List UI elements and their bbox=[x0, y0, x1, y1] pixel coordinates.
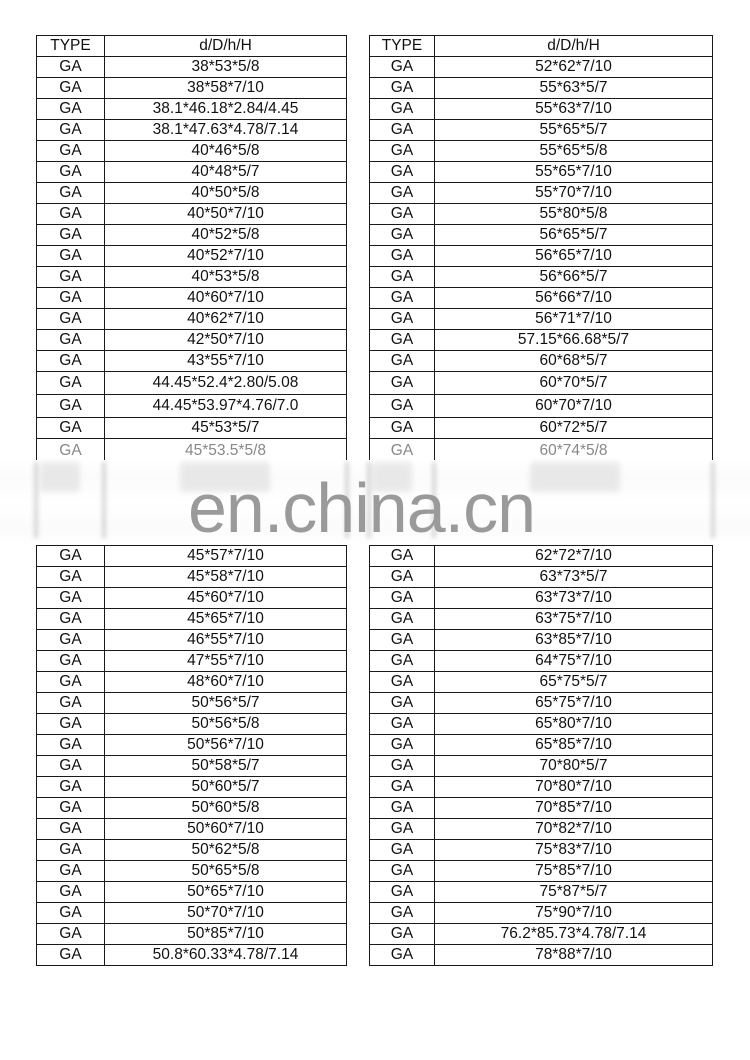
table-row bbox=[37, 924, 347, 945]
table-row bbox=[37, 141, 347, 162]
type-cell: GA bbox=[370, 546, 435, 567]
table-row bbox=[370, 777, 713, 798]
type-cell: GA bbox=[370, 567, 435, 588]
type-cell: GA bbox=[37, 714, 105, 735]
table-row bbox=[37, 882, 347, 903]
type-cell: GA bbox=[370, 735, 435, 756]
dims-cell: 55*65*5/8 bbox=[435, 141, 713, 162]
type-cell: GA bbox=[37, 588, 105, 609]
dims-cell: 50*56*5/8 bbox=[105, 714, 347, 735]
table-row bbox=[370, 924, 713, 945]
dims-cell: 63*75*7/10 bbox=[435, 609, 713, 630]
table-row bbox=[370, 267, 713, 288]
dims-cell: 40*50*5/8 bbox=[105, 183, 347, 204]
right-spec-table-top bbox=[369, 35, 713, 463]
type-cell: GA bbox=[37, 735, 105, 756]
type-cell: GA bbox=[370, 351, 435, 372]
type-cell: GA bbox=[370, 225, 435, 246]
type-cell: GA bbox=[370, 78, 435, 99]
table-row bbox=[370, 693, 713, 714]
type-cell: GA bbox=[37, 924, 105, 945]
dims-cell: 70*80*5/7 bbox=[435, 756, 713, 777]
dims-cell: 60*70*7/10 bbox=[435, 395, 713, 418]
dims-cell: 63*73*5/7 bbox=[435, 567, 713, 588]
type-cell: GA bbox=[370, 288, 435, 309]
table-row bbox=[370, 246, 713, 267]
table-row bbox=[37, 651, 347, 672]
dims-cell: 42*50*7/10 bbox=[105, 330, 347, 351]
dims-cell: 40*48*5/7 bbox=[105, 162, 347, 183]
type-cell: GA bbox=[37, 57, 105, 78]
dims-cell: 50*56*7/10 bbox=[105, 735, 347, 756]
dims-cell: 65*75*7/10 bbox=[435, 693, 713, 714]
type-cell: GA bbox=[37, 798, 105, 819]
dims-cell: 65*75*5/7 bbox=[435, 672, 713, 693]
type-cell: GA bbox=[370, 861, 435, 882]
dims-cell: 45*53.5*5/8 bbox=[105, 439, 347, 464]
table-row bbox=[370, 351, 713, 372]
dims-cell: 38*53*5/8 bbox=[105, 57, 347, 78]
table-row bbox=[370, 288, 713, 309]
dims-cell: 52*62*7/10 bbox=[435, 57, 713, 78]
type-cell: GA bbox=[37, 78, 105, 99]
type-cell: GA bbox=[37, 945, 105, 966]
dims-cell: 56*66*5/7 bbox=[435, 267, 713, 288]
dims-cell: 40*60*7/10 bbox=[105, 288, 347, 309]
table-row bbox=[37, 225, 347, 246]
type-cell: GA bbox=[370, 777, 435, 798]
dims-cell: 60*74*5/8 bbox=[435, 439, 713, 464]
dims-cell: 64*75*7/10 bbox=[435, 651, 713, 672]
type-cell: GA bbox=[37, 225, 105, 246]
table-row bbox=[37, 588, 347, 609]
blurred-border bbox=[102, 462, 106, 538]
table-row bbox=[37, 78, 347, 99]
type-cell: GA bbox=[370, 204, 435, 225]
type-cell: GA bbox=[370, 756, 435, 777]
table-row bbox=[37, 798, 347, 819]
type-cell: GA bbox=[37, 418, 105, 439]
table-row bbox=[37, 567, 347, 588]
type-cell: GA bbox=[37, 546, 105, 567]
table-row bbox=[37, 267, 347, 288]
dims-cell: 55*65*7/10 bbox=[435, 162, 713, 183]
type-cell: GA bbox=[37, 395, 105, 418]
blurred-cell bbox=[530, 462, 620, 492]
dims-cell: 50*70*7/10 bbox=[105, 903, 347, 924]
dims-cell: 50*65*7/10 bbox=[105, 882, 347, 903]
type-cell: GA bbox=[370, 672, 435, 693]
table-row bbox=[370, 330, 713, 351]
type-cell: GA bbox=[370, 693, 435, 714]
dims-header: d/D/h/H bbox=[435, 36, 713, 57]
dims-cell: 45*60*7/10 bbox=[105, 588, 347, 609]
type-cell: GA bbox=[37, 309, 105, 330]
dims-cell: 38.1*46.18*2.84/4.45 bbox=[105, 99, 347, 120]
type-cell: GA bbox=[370, 840, 435, 861]
dims-cell: 46*55*7/10 bbox=[105, 630, 347, 651]
type-cell: GA bbox=[37, 840, 105, 861]
dims-cell: 70*80*7/10 bbox=[435, 777, 713, 798]
type-cell: GA bbox=[37, 651, 105, 672]
type-cell: GA bbox=[37, 330, 105, 351]
type-cell: GA bbox=[37, 609, 105, 630]
dims-cell: 56*65*7/10 bbox=[435, 246, 713, 267]
left-spec-table-bottom bbox=[36, 545, 347, 966]
type-cell: GA bbox=[37, 162, 105, 183]
table-row bbox=[37, 204, 347, 225]
table-row bbox=[370, 162, 713, 183]
table-row bbox=[370, 57, 713, 78]
table-row bbox=[370, 99, 713, 120]
type-cell: GA bbox=[370, 439, 435, 464]
dims-cell: 45*58*7/10 bbox=[105, 567, 347, 588]
type-cell: GA bbox=[370, 120, 435, 141]
table-row bbox=[370, 225, 713, 246]
type-cell: GA bbox=[370, 903, 435, 924]
type-cell: GA bbox=[370, 162, 435, 183]
type-cell: GA bbox=[370, 418, 435, 439]
type-cell: GA bbox=[370, 372, 435, 395]
dims-cell: 40*50*7/10 bbox=[105, 204, 347, 225]
table-row bbox=[370, 735, 713, 756]
table-row bbox=[37, 861, 347, 882]
dims-cell: 60*72*5/7 bbox=[435, 418, 713, 439]
table-row bbox=[370, 418, 713, 439]
type-cell: GA bbox=[370, 882, 435, 903]
table-row bbox=[370, 588, 713, 609]
table-row bbox=[370, 672, 713, 693]
blurred-cell bbox=[40, 462, 80, 492]
dims-cell: 60*70*5/7 bbox=[435, 372, 713, 395]
dims-cell: 50.8*60.33*4.78/7.14 bbox=[105, 945, 347, 966]
dims-cell: 75*87*5/7 bbox=[435, 882, 713, 903]
dims-cell: 50*65*5/8 bbox=[105, 861, 347, 882]
dims-cell: 55*63*7/10 bbox=[435, 99, 713, 120]
type-cell: GA bbox=[370, 246, 435, 267]
type-cell: GA bbox=[37, 120, 105, 141]
table-row bbox=[37, 309, 347, 330]
type-cell: GA bbox=[370, 99, 435, 120]
table-row bbox=[37, 351, 347, 372]
table-row bbox=[370, 798, 713, 819]
dims-cell: 40*52*5/8 bbox=[105, 225, 347, 246]
type-cell: GA bbox=[370, 714, 435, 735]
dims-cell: 55*63*5/7 bbox=[435, 78, 713, 99]
type-cell: GA bbox=[37, 99, 105, 120]
dims-cell: 63*73*7/10 bbox=[435, 588, 713, 609]
dims-cell: 40*46*5/8 bbox=[105, 141, 347, 162]
table-row bbox=[37, 735, 347, 756]
table-row bbox=[37, 819, 347, 840]
table-row bbox=[370, 372, 713, 395]
dims-cell: 60*68*5/7 bbox=[435, 351, 713, 372]
type-cell: GA bbox=[370, 57, 435, 78]
table-row bbox=[370, 609, 713, 630]
table-row bbox=[370, 819, 713, 840]
type-cell: GA bbox=[37, 439, 105, 464]
type-header: TYPE bbox=[370, 36, 435, 57]
type-cell: GA bbox=[370, 141, 435, 162]
table-row bbox=[370, 630, 713, 651]
type-cell: GA bbox=[37, 777, 105, 798]
type-cell: GA bbox=[370, 945, 435, 966]
type-cell: GA bbox=[370, 330, 435, 351]
table-row bbox=[37, 630, 347, 651]
header-row bbox=[370, 36, 713, 57]
table-row bbox=[37, 418, 347, 439]
table-row bbox=[370, 204, 713, 225]
table-row bbox=[370, 141, 713, 162]
table-row bbox=[370, 840, 713, 861]
table-row bbox=[37, 777, 347, 798]
dims-cell: 40*62*7/10 bbox=[105, 309, 347, 330]
type-cell: GA bbox=[37, 204, 105, 225]
table-row bbox=[37, 246, 347, 267]
type-cell: GA bbox=[370, 395, 435, 418]
table-row bbox=[37, 330, 347, 351]
dims-cell: 50*60*7/10 bbox=[105, 819, 347, 840]
table-row bbox=[37, 756, 347, 777]
table-row bbox=[37, 672, 347, 693]
dims-cell: 38*58*7/10 bbox=[105, 78, 347, 99]
table-row bbox=[37, 546, 347, 567]
table-row bbox=[37, 288, 347, 309]
table-row bbox=[37, 609, 347, 630]
type-cell: GA bbox=[370, 588, 435, 609]
type-cell: GA bbox=[370, 651, 435, 672]
blurred-border bbox=[711, 462, 715, 538]
table-row bbox=[370, 756, 713, 777]
table-row bbox=[370, 120, 713, 141]
dims-cell: 70*82*7/10 bbox=[435, 819, 713, 840]
type-cell: GA bbox=[370, 183, 435, 204]
dims-cell: 75*85*7/10 bbox=[435, 861, 713, 882]
type-cell: GA bbox=[37, 183, 105, 204]
dims-cell: 40*53*5/8 bbox=[105, 267, 347, 288]
table-row bbox=[37, 903, 347, 924]
header-row bbox=[37, 36, 347, 57]
type-cell: GA bbox=[370, 798, 435, 819]
type-cell: GA bbox=[37, 372, 105, 395]
dims-cell: 56*66*7/10 bbox=[435, 288, 713, 309]
dims-cell: 65*80*7/10 bbox=[435, 714, 713, 735]
type-cell: GA bbox=[37, 288, 105, 309]
table-row bbox=[370, 945, 713, 966]
table-row bbox=[370, 546, 713, 567]
dims-cell: 50*58*5/7 bbox=[105, 756, 347, 777]
type-cell: GA bbox=[37, 819, 105, 840]
type-cell: GA bbox=[370, 630, 435, 651]
table-row bbox=[370, 714, 713, 735]
dims-cell: 50*85*7/10 bbox=[105, 924, 347, 945]
type-cell: GA bbox=[37, 267, 105, 288]
type-cell: GA bbox=[370, 819, 435, 840]
type-cell: GA bbox=[37, 903, 105, 924]
table-row bbox=[37, 372, 347, 395]
dims-cell: 45*65*7/10 bbox=[105, 609, 347, 630]
table-row bbox=[370, 903, 713, 924]
table-row bbox=[37, 57, 347, 78]
dims-cell: 48*60*7/10 bbox=[105, 672, 347, 693]
dims-cell: 50*60*5/7 bbox=[105, 777, 347, 798]
watermark-text: en.china.cn bbox=[188, 469, 536, 547]
dims-cell: 65*85*7/10 bbox=[435, 735, 713, 756]
type-cell: GA bbox=[37, 693, 105, 714]
dims-cell: 62*72*7/10 bbox=[435, 546, 713, 567]
table-row bbox=[37, 714, 347, 735]
table-row bbox=[370, 861, 713, 882]
table-row bbox=[37, 945, 347, 966]
table-row bbox=[370, 78, 713, 99]
dims-cell: 38.1*47.63*4.78/7.14 bbox=[105, 120, 347, 141]
type-cell: GA bbox=[37, 630, 105, 651]
type-header: TYPE bbox=[37, 36, 105, 57]
table-row bbox=[370, 567, 713, 588]
table-row bbox=[370, 309, 713, 330]
dims-cell: 75*90*7/10 bbox=[435, 903, 713, 924]
type-cell: GA bbox=[37, 861, 105, 882]
type-cell: GA bbox=[370, 609, 435, 630]
type-cell: GA bbox=[37, 672, 105, 693]
table-row bbox=[37, 395, 347, 418]
table-row bbox=[37, 162, 347, 183]
table-row bbox=[37, 99, 347, 120]
type-cell: GA bbox=[37, 351, 105, 372]
table-row bbox=[37, 693, 347, 714]
table-row bbox=[37, 840, 347, 861]
type-cell: GA bbox=[370, 267, 435, 288]
type-cell: GA bbox=[37, 756, 105, 777]
dims-cell: 57.15*66.68*5/7 bbox=[435, 330, 713, 351]
type-cell: GA bbox=[37, 141, 105, 162]
type-cell: GA bbox=[370, 309, 435, 330]
dims-cell: 45*57*7/10 bbox=[105, 546, 347, 567]
dims-cell: 75*83*7/10 bbox=[435, 840, 713, 861]
dims-cell: 56*71*7/10 bbox=[435, 309, 713, 330]
dims-cell: 78*88*7/10 bbox=[435, 945, 713, 966]
dims-cell: 44.45*52.4*2.80/5.08 bbox=[105, 372, 347, 395]
dims-cell: 70*85*7/10 bbox=[435, 798, 713, 819]
table-row bbox=[370, 395, 713, 418]
table-row bbox=[370, 183, 713, 204]
dims-cell: 55*70*7/10 bbox=[435, 183, 713, 204]
dims-cell: 50*60*5/8 bbox=[105, 798, 347, 819]
dims-cell: 56*65*5/7 bbox=[435, 225, 713, 246]
dims-header: d/D/h/H bbox=[105, 36, 347, 57]
table-row bbox=[370, 651, 713, 672]
dims-cell: 43*55*7/10 bbox=[105, 351, 347, 372]
dims-cell: 44.45*53.97*4.76/7.0 bbox=[105, 395, 347, 418]
dims-cell: 45*53*5/7 bbox=[105, 418, 347, 439]
table-row bbox=[37, 183, 347, 204]
type-cell: GA bbox=[370, 924, 435, 945]
right-spec-table-bottom bbox=[369, 545, 713, 966]
table-row bbox=[37, 120, 347, 141]
dims-cell: 55*80*5/8 bbox=[435, 204, 713, 225]
dims-cell: 50*56*5/7 bbox=[105, 693, 347, 714]
type-cell: GA bbox=[37, 882, 105, 903]
dims-cell: 50*62*5/8 bbox=[105, 840, 347, 861]
type-cell: GA bbox=[37, 246, 105, 267]
type-cell: GA bbox=[37, 567, 105, 588]
dims-cell: 63*85*7/10 bbox=[435, 630, 713, 651]
dims-cell: 47*55*7/10 bbox=[105, 651, 347, 672]
table-row bbox=[370, 882, 713, 903]
left-spec-table-top bbox=[36, 35, 347, 463]
dims-cell: 55*65*5/7 bbox=[435, 120, 713, 141]
blurred-border bbox=[34, 462, 38, 538]
dims-cell: 76.2*85.73*4.78/7.14 bbox=[435, 924, 713, 945]
dims-cell: 40*52*7/10 bbox=[105, 246, 347, 267]
